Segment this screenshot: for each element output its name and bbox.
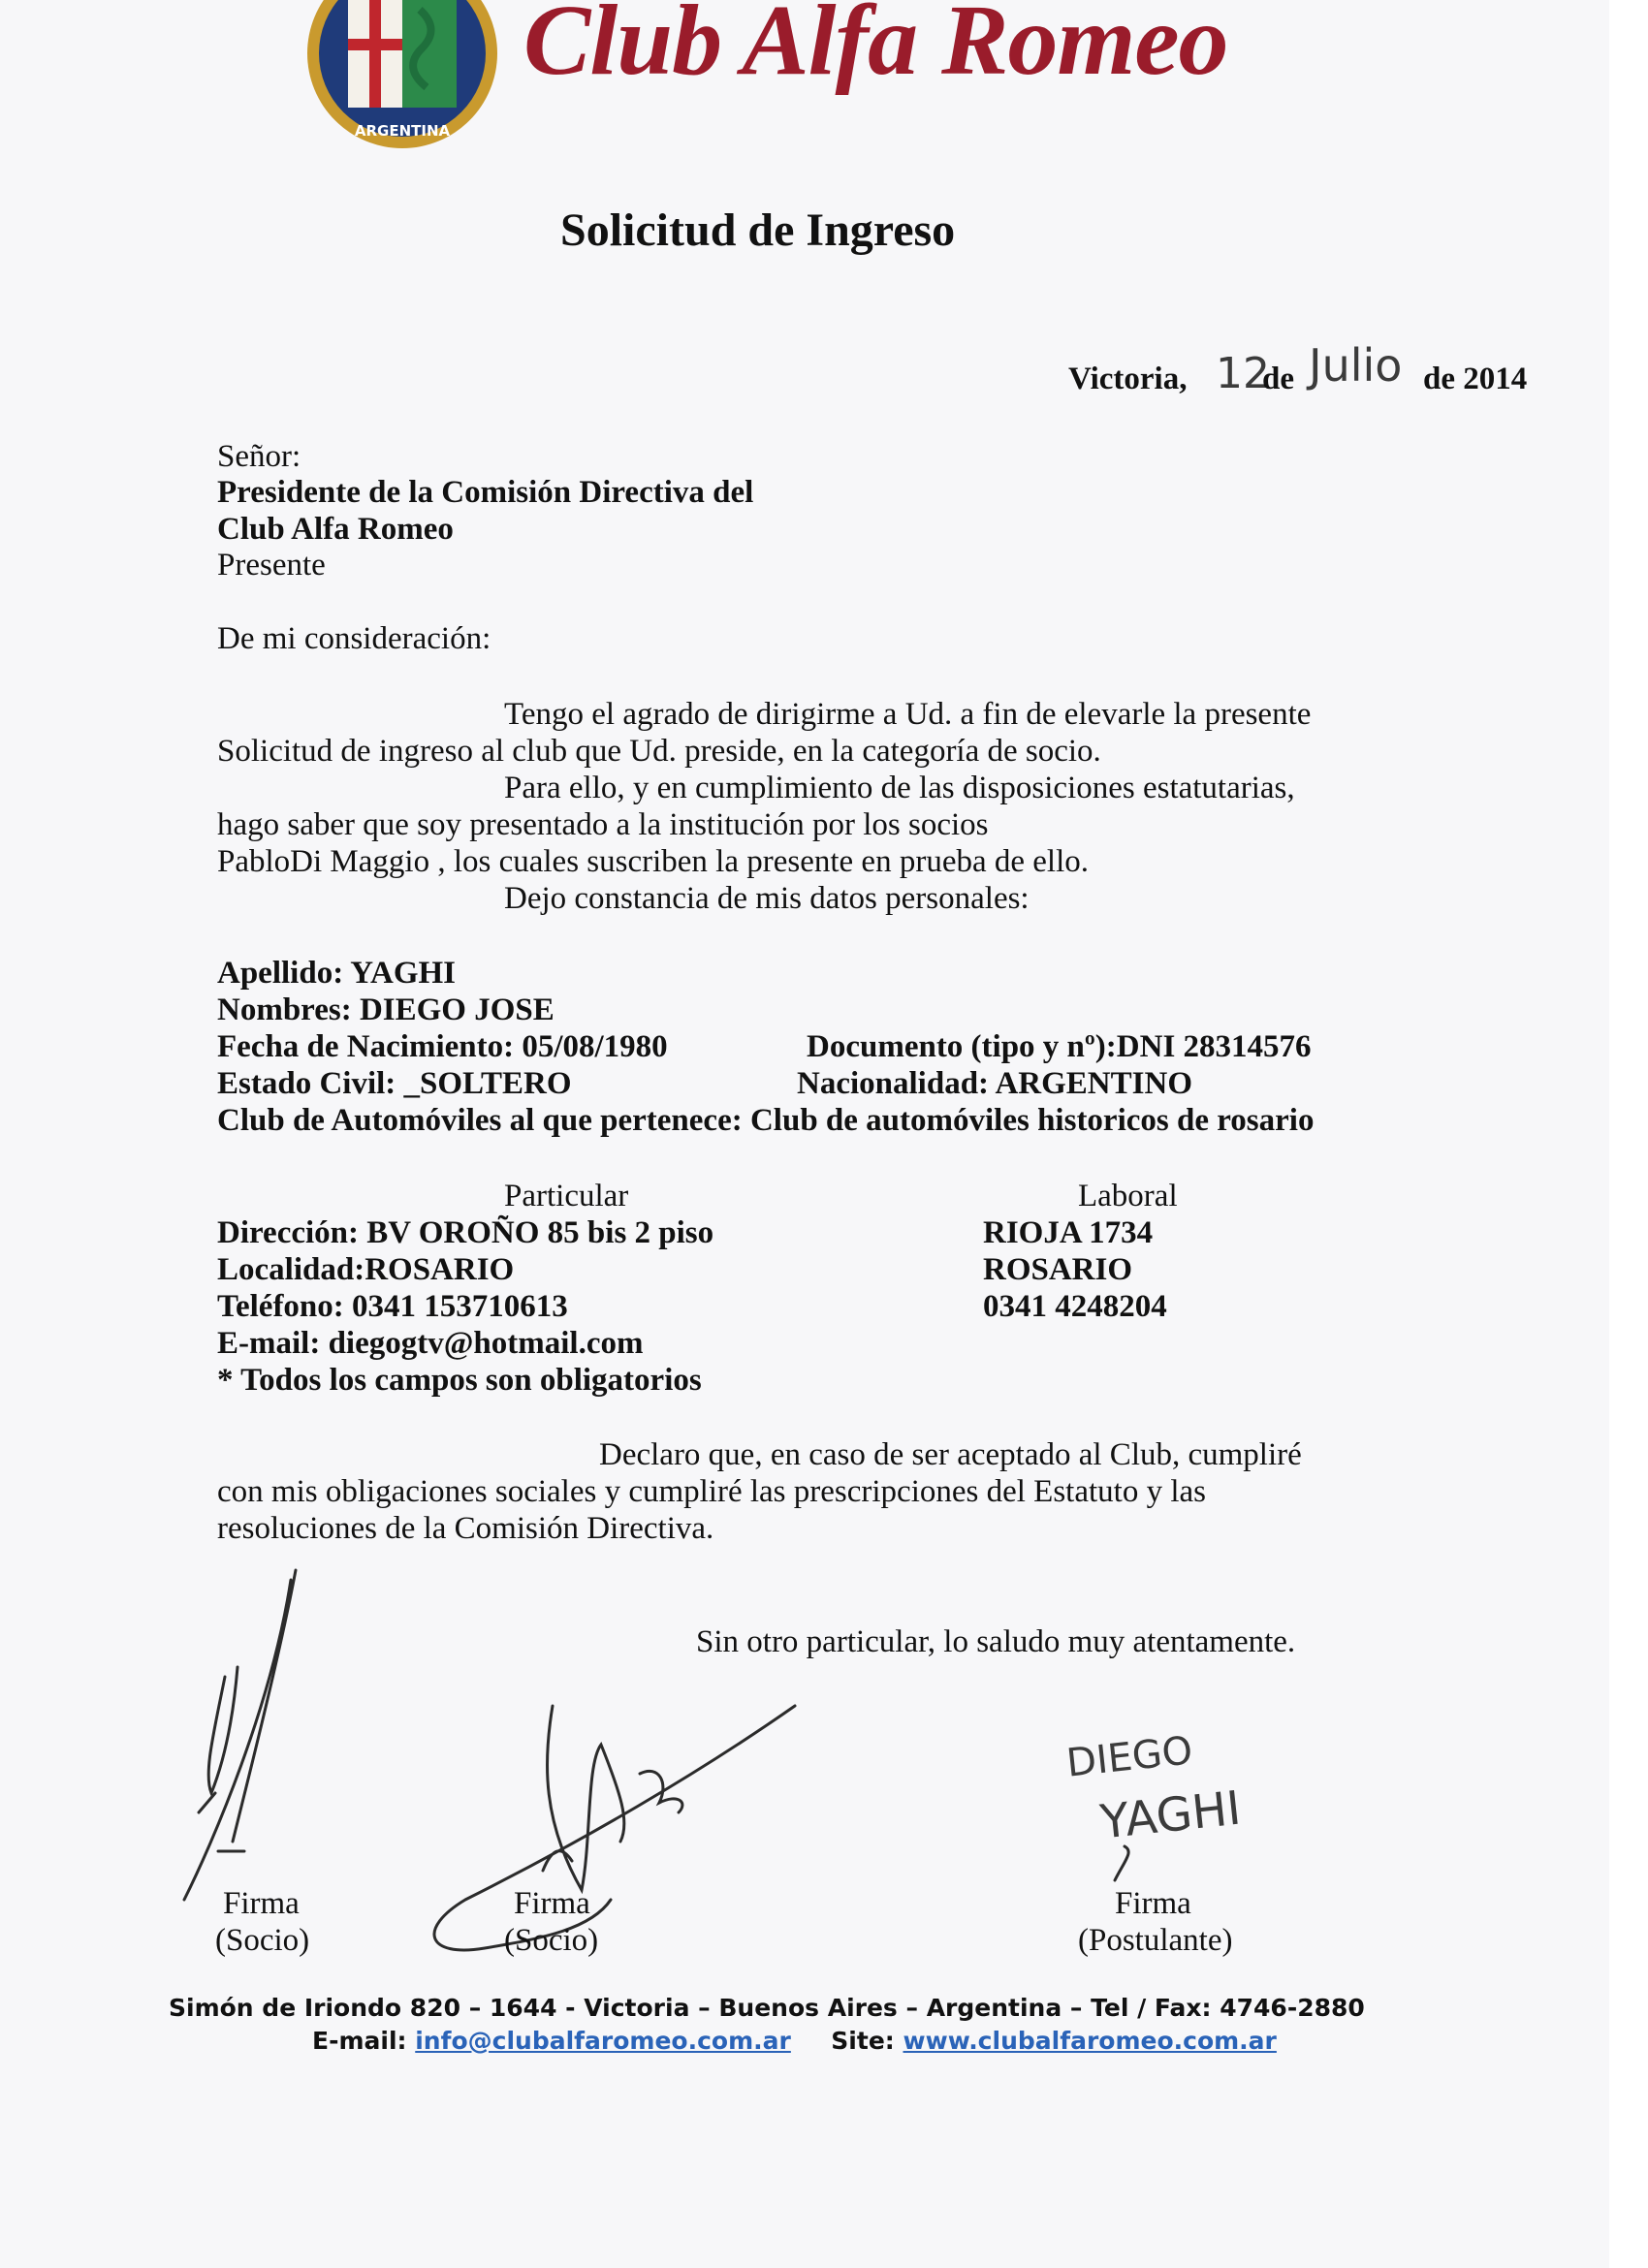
field-direccion: Dirección: BV OROÑO 85 bis 2 piso — [217, 1215, 714, 1250]
date-day-handwritten: 12 — [1216, 349, 1270, 398]
footer-email-link[interactable]: info@clubalfaromeo.com.ar — [415, 2027, 791, 2055]
declaration-line1: Declaro que, en caso de ser aceptado al Club, cumpliré — [599, 1437, 1302, 1472]
signature-2-firma: Firma — [514, 1886, 590, 1921]
handwritten-name-1: DIEGO — [1063, 1728, 1195, 1786]
field-nacionalidad: Nacionalidad: ARGENTINO — [797, 1066, 1192, 1101]
date-de: de — [1262, 362, 1294, 396]
body-p3: Dejo constancia de mis datos personales: — [504, 881, 1030, 916]
footer-email-label: E-mail: — [312, 2027, 407, 2055]
date-year: de 2014 — [1423, 362, 1528, 396]
body-p1-line2: Solicitud de ingreso al club que Ud. preside, en la categoría de socio. — [217, 734, 1101, 769]
field-localidad: Localidad:ROSARIO — [217, 1252, 515, 1287]
date-month-handwritten: Julio — [1309, 339, 1403, 392]
signature-socio-2 — [434, 1706, 795, 1950]
salutation: De mi consideración: — [217, 621, 491, 656]
closing-line: Sin otro particular, lo saludo muy atentamente. — [696, 1624, 1296, 1659]
footer-address: Simón de Iriondo 820 – 1644 - Victoria – Buenos Aires – Argentina – Tel / Fax: 4746-2880 — [169, 1994, 1365, 2022]
signature-2-role: (Socio) — [504, 1923, 599, 1958]
date-city: Victoria, — [1068, 362, 1188, 396]
signature-3-firma: Firma — [1115, 1886, 1191, 1921]
field-nombres: Nombres: DIEGO JOSE — [217, 992, 555, 1027]
page-title: Solicitud de Ingreso — [560, 205, 956, 256]
addressee-line-2: Club Alfa Romeo — [217, 512, 454, 547]
signature-postulante — [1115, 1846, 1128, 1880]
contact-laboral-header: Laboral — [1078, 1179, 1178, 1213]
field-nacimiento: Fecha de Nacimiento: 05/08/1980 — [217, 1029, 668, 1064]
svg-text:ARGENTINA: ARGENTINA — [354, 122, 451, 140]
handwritten-name-2: YAGHI — [1097, 1780, 1244, 1850]
body-p2-line2: hago saber que soy presentado a la institución por los socios — [217, 807, 989, 842]
addressee-greeting: Señor: — [217, 439, 301, 474]
field-club: Club de Automóviles al que pertenece: Club de automóviles historicos de rosario — [217, 1103, 1315, 1138]
field-estado-civil: Estado Civil: _SOLTERO — [217, 1066, 572, 1101]
body-p2-line3: PabloDi Maggio , los cuales suscriben la presente en prueba de ello. — [217, 844, 1089, 879]
footer-site-label: Site: — [831, 2027, 895, 2055]
signature-1-firma: Firma — [223, 1886, 300, 1921]
field-lab-telefono: 0341 4248204 — [983, 1289, 1167, 1324]
scan-edge — [1609, 0, 1648, 2268]
signature-socio-1 — [184, 1570, 296, 1900]
addressee-line-3: Presente — [217, 548, 326, 583]
field-apellido: Apellido: YAGHI — [217, 956, 457, 991]
club-logo-text: Club Alfa Romeo — [523, 0, 1228, 96]
field-telefono: Teléfono: 0341 153710613 — [217, 1289, 568, 1324]
footer-site-link[interactable]: www.clubalfaromeo.com.ar — [903, 2027, 1277, 2055]
signature-3-role: (Postulante) — [1078, 1923, 1233, 1958]
field-documento: Documento (tipo y nº):DNI 28314576 — [807, 1029, 1312, 1064]
required-note: * Todos los campos son obligatorios — [217, 1363, 702, 1398]
field-email: E-mail: diegogtv@hotmail.com — [217, 1326, 644, 1361]
footer-contact — [312, 2027, 1277, 2055]
field-lab-direccion: RIOJA 1734 — [983, 1215, 1154, 1250]
signature-1-role: (Socio) — [215, 1923, 310, 1958]
contact-particular-header: Particular — [504, 1179, 629, 1213]
field-lab-localidad: ROSARIO — [983, 1252, 1133, 1287]
declaration-line3: resoluciones de la Comisión Directiva. — [217, 1511, 714, 1546]
body-p2-line1: Para ello, y en cumplimiento de las disposiciones estatutarias, — [504, 771, 1295, 805]
addressee-line-1: Presidente de la Comisión Directiva del — [217, 475, 754, 510]
declaration-line2: con mis obligaciones sociales y cumpliré las prescripciones del Estatuto y las — [217, 1474, 1206, 1509]
body-p1-line1: Tengo el agrado de dirigirme a Ud. a fin de elevarle la presente — [504, 697, 1312, 732]
